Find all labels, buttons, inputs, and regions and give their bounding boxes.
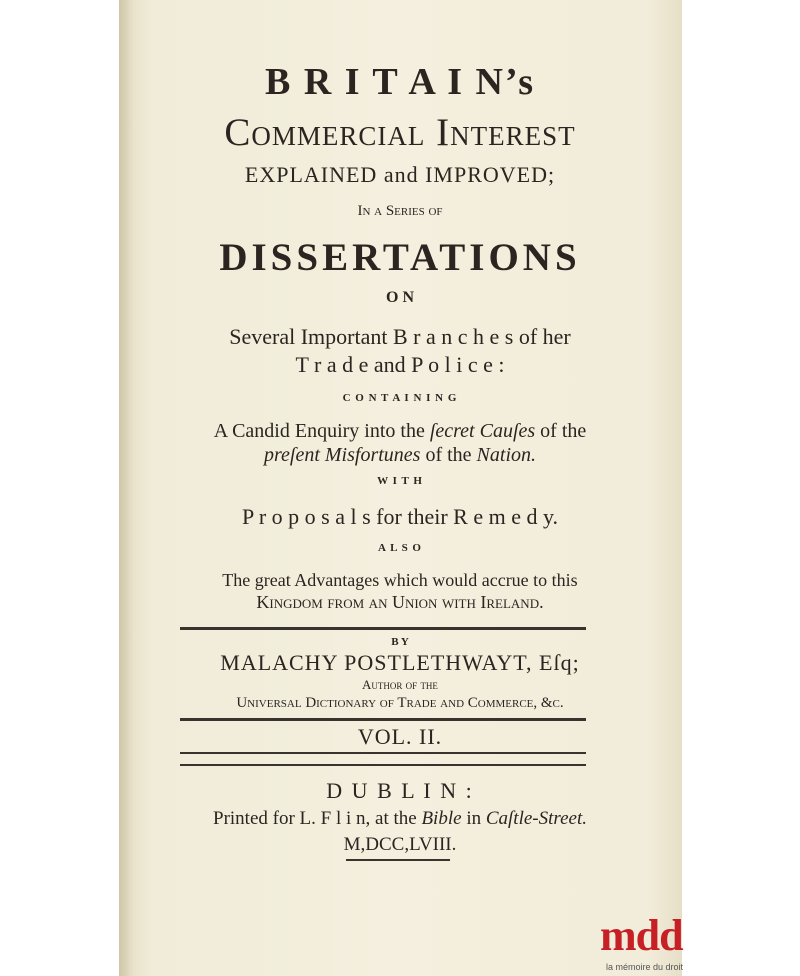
printer-bible: Bible (421, 808, 462, 829)
enquiry-text: A Candid Enquiry into the (213, 420, 425, 442)
secret-causes: ſecret Cauſes (429, 420, 536, 442)
printer-street: Caſtle-Street. (485, 808, 587, 829)
volume-number: VOL. II. (357, 724, 443, 749)
nation: Nation. (476, 444, 536, 466)
rule-2 (180, 718, 586, 721)
imprint-city: D U B L I N : (326, 778, 474, 803)
author-role: Author of the (362, 677, 438, 692)
title-advantages: The great Advantages which would accrue to this (222, 570, 578, 590)
present-misfortunes: preſent Misfortunes (263, 444, 421, 466)
title-proposals: P r o p o s a l s for their R e m e d y. (241, 504, 559, 529)
title-union-ireland: Kingdom from an Union with Ireland. (256, 592, 544, 612)
logo-tagline: la mémoire du droit (606, 962, 684, 972)
mdd-logo (598, 911, 708, 972)
author-name: MALACHY POSTLETHWAYT, Eſq; (220, 650, 580, 675)
title-misfortunes (0, 444, 800, 467)
author-by: B Y (391, 636, 409, 648)
imprint-printer (0, 808, 800, 830)
rule-1 (180, 627, 586, 630)
title-branches: Several Important B r a n c h e s of her (229, 324, 571, 349)
title-dissertations: DISSERTATIONS (219, 236, 581, 279)
title-trade-police: T r a d e and P o l i c e : (295, 352, 505, 377)
of-the-2: of the (425, 444, 472, 466)
title-on: O N (386, 289, 414, 306)
of-the: of the (540, 420, 587, 442)
title-with: W I T H (377, 475, 423, 487)
title-also: A L S O (378, 542, 422, 554)
imprint-date: M,DCC,LVIII. (343, 834, 457, 855)
title-explained: EXPLAINED and IMPROVED; (244, 162, 556, 187)
rule-4 (180, 764, 586, 766)
author-work: Universal Dictionary of Trade and Commerce, &c. (236, 695, 564, 711)
title-containing: C O N T A I N I N G (342, 392, 458, 404)
date-underline (346, 859, 450, 861)
rule-3 (180, 752, 586, 754)
title-britains: B R I T A I N’s (264, 61, 536, 103)
printer-in: in (466, 808, 482, 829)
title-commercial-interest: Commercial Interest (224, 111, 576, 154)
logo-mark: mdd (600, 911, 683, 960)
printer-name: Printed for L. F l i n, at the (213, 808, 417, 829)
title-enquiry (0, 420, 800, 443)
title-series: In a Series of (357, 203, 443, 219)
